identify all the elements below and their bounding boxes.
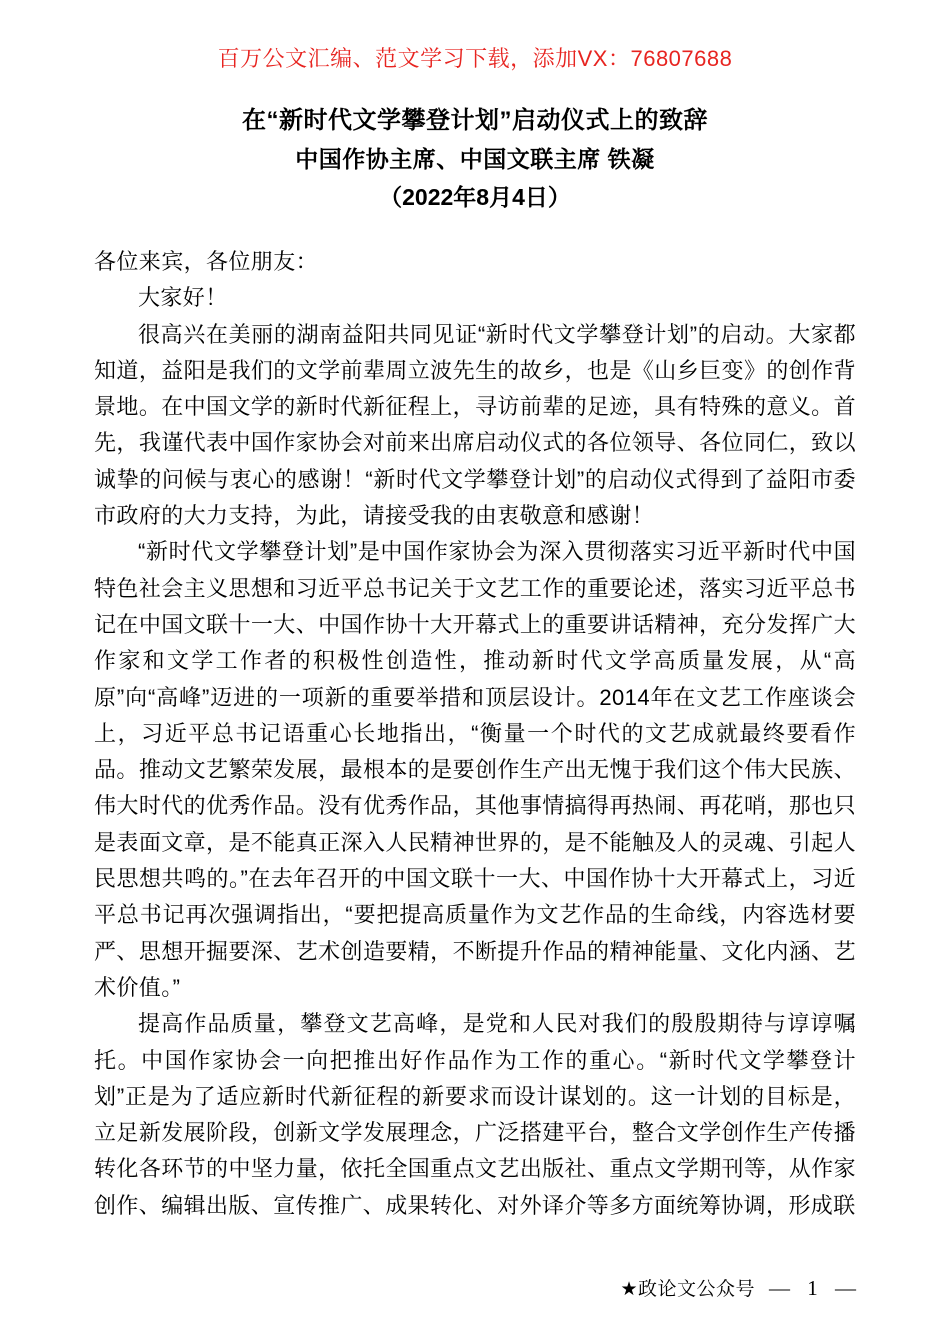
promo-notice: 百万公文汇编、范文学习下载，添加VX：76807688 [217,46,733,71]
footer-account-label: ★政论文公众号 [620,1279,755,1300]
paragraph-2: 大家好！ [138,285,228,311]
page-number: — 1 — [769,1276,856,1300]
paragraph-5: 提高作品质量，攀登文艺高峰，是党和人民对我们的殷殷期待与谆谆嘱托。中国作家协会一向把推出好作品作为工作的重心。“新时代文学攀登计划”正是为了适应新时代新征程的新要求而设计谋划的。这一计划的目标是，立足新发展阶段，创新文学发展理念，广泛搭建平台，整合文学创作生产传播转化各环节的中坚力量，依托全国重点文艺出版社、重点文学期刊等，从作家创作、编辑出版、宣传推广、成果转化、对外译介等多方面统筹协调，形成联 [94,1011,856,1218]
document-body [94,244,856,1224]
paragraph-1: 各位来宾，各位朋友： [94,249,319,274]
paragraph-3: 很高兴在美丽的湖南益阳共同见证“新时代文学攀登计划”的启动。大家都知道，益阳是我们的文学前辈周立波先生的故乡，也是《山乡巨变》的创作背景地。在中国文学的新时代新征程上，寻访前辈的足迹，具有特殊的意义。首先，我谨代表中国作家协会对前来出席启动仪式的各位领导、各位同仁，致以诚挚的问候与衷心的感谢！“新时代文学攀登计划”的启动仪式得到了益阳市委市政府的大力支持，为此，请接受我的由衷敬意和感谢！ [94,321,856,529]
page-footer [620,1276,856,1302]
document-title: 在“新时代文学攀登计划”启动仪式上的致辞 [242,107,708,134]
paragraph-4: “新时代文学攀登计划”是中国作家协会为深入贯彻落实习近平新时代中国特色社会主义思想和习近平总书记关于文艺工作的重要论述，落实习近平总书记在中国文联十一大、中国作协十大开幕式上的重要讲话精神，充分发挥广大作家和文学工作者的积极性创造性，推动新时代文学高质量发展，从“高原”向“高峰”迈进的一项新的重要举措和顶层设计。2014年在文艺工作座谈会上，习近平总书记语重心长地指出，“衡量一个时代的文艺成就最终要看作品。推动文艺繁荣发展，最根本的是要创作生产出无愧于我们这个伟大民族、伟大时代的优秀作品。没有优秀作品，其他事情搞得再热闹、再花哨，那也只是表面文章，是不能真正深入人民精神世界的，是不能触及人的灵魂、引起人民思想共鸣的。”在去年召开的中国文联十一大、中国作协十大开幕式上，习近平总书记再次强调指出，“要把提高质量作为文艺作品的生命线，内容选材要严、思想开掘要深、艺术创造要精，不断提升作品的精神能量、文化内涵、艺术价值。” [94,539,856,1000]
document-author-line: 中国作协主席、中国文联主席 铁凝 [295,146,655,172]
document-date: （2022年8月4日） [379,184,571,210]
